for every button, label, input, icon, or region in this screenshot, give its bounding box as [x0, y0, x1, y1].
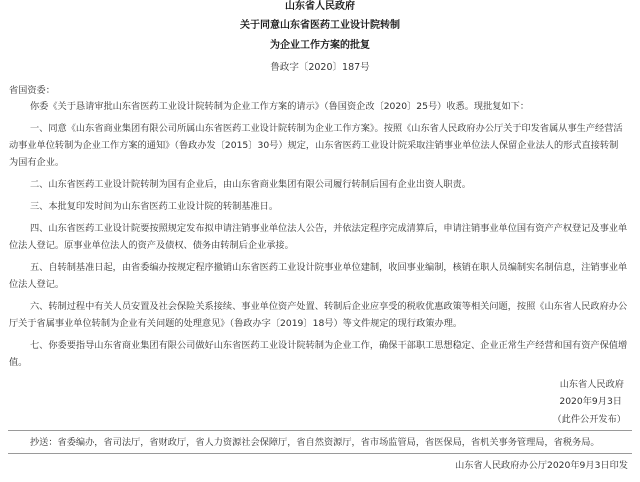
paragraph-2: 二、山东省医药工业设计院转制为国有企业后，由山东省商业集团有限公司履行转制后国有企业出资人职责。: [30, 179, 471, 190]
cc-divider-bottom: [8, 453, 632, 454]
cc-divider-top: [8, 430, 632, 431]
paragraph-5-line-1: 五、自转制基准日起，由省委编办按规定程序撤销山东省医药工业设计院事业单位建制，收回事业编制，核销在职人员编制实名制信息，注销事业单: [30, 262, 628, 273]
document-number: 鲁政字〔2020〕187号: [270, 62, 370, 73]
paragraph-1-line-2: 动事业单位转制为企业工作方案的通知》（鲁政办发〔2015〕30号）规定，山东省医药工业设计院采取注销事业单位法人保留企业法人的形式直接转制: [9, 140, 619, 151]
paragraph-1-line-1: 一、同意《山东省商业集团有限公司所属山东省医药工业设计院转制为企业工作方案》。按照《山东省人民政府办公厅关于印发省属从事生产经营活: [30, 123, 623, 134]
paragraph-4-line-2: 位法人登记。原事业单位法人的资产及债权、债务由转制后企业承接。: [9, 240, 294, 251]
issuer-heading: 山东省人民政府: [285, 1, 355, 12]
print-footer: 山东省人民政府办公厅2020年9月3日印发: [455, 460, 628, 471]
signature-issuer: 山东省人民政府: [559, 379, 624, 390]
title-line-1: 关于同意山东省医药工业设计院转制: [240, 20, 400, 31]
signature-date: 2020年9月3日: [559, 396, 622, 407]
paragraph-3: 三、本批复印发时间为山东省医药工业设计院的转制基准日。: [30, 201, 279, 212]
paragraph-7-line-2: 值。: [9, 357, 28, 368]
publication-note: （此件公开发布）: [552, 414, 626, 425]
paragraph-6-line-2: 厅关于省属事业单位转制为企业有关问题的处理意见》（鲁政办字〔2019〕18号）等文件规定的现行政策办理。: [9, 318, 463, 329]
paragraph-6-line-1: 六、转制过程中有关人员安置及社会保险关系接续、事业单位资产处置、转制后企业应享受的税收优惠政策等相关问题，按照《山东省人民政府办公: [30, 301, 628, 312]
paragraph-7-line-1: 七、你委要指导山东省商业集团有限公司做好山东省医药工业设计院转制为企业工作，确保干部职工思想稳定、企业正常生产经营和国有资产保值增: [30, 340, 628, 351]
paragraph-4-line-1: 四、山东省医药工业设计院要按照规定发布拟申请注销事业单位法人公告，并依法定程序完成清算后，申请注销事业单位国有资产产权登记及事业单: [30, 223, 628, 234]
title-line-2: 为企业工作方案的批复: [270, 40, 370, 51]
paragraph-5-line-2: 位法人登记。: [9, 279, 65, 290]
paragraph-intro: 你委《关于恳请审批山东省医药工业设计院转制为企业工作方案的请示》（鲁国资企改〔2020〕25号）收悉。现批复如下：: [30, 101, 530, 112]
addressee: 省国资委：: [9, 85, 55, 96]
paragraph-1-line-3: 为国有企业。: [9, 157, 65, 168]
cc-list: 抄送：省委编办，省司法厅，省财政厅，省人力资源社会保障厅，省自然资源厅，省市场监管局，省医保局，省机关事务管理局，省税务局。: [30, 437, 600, 448]
